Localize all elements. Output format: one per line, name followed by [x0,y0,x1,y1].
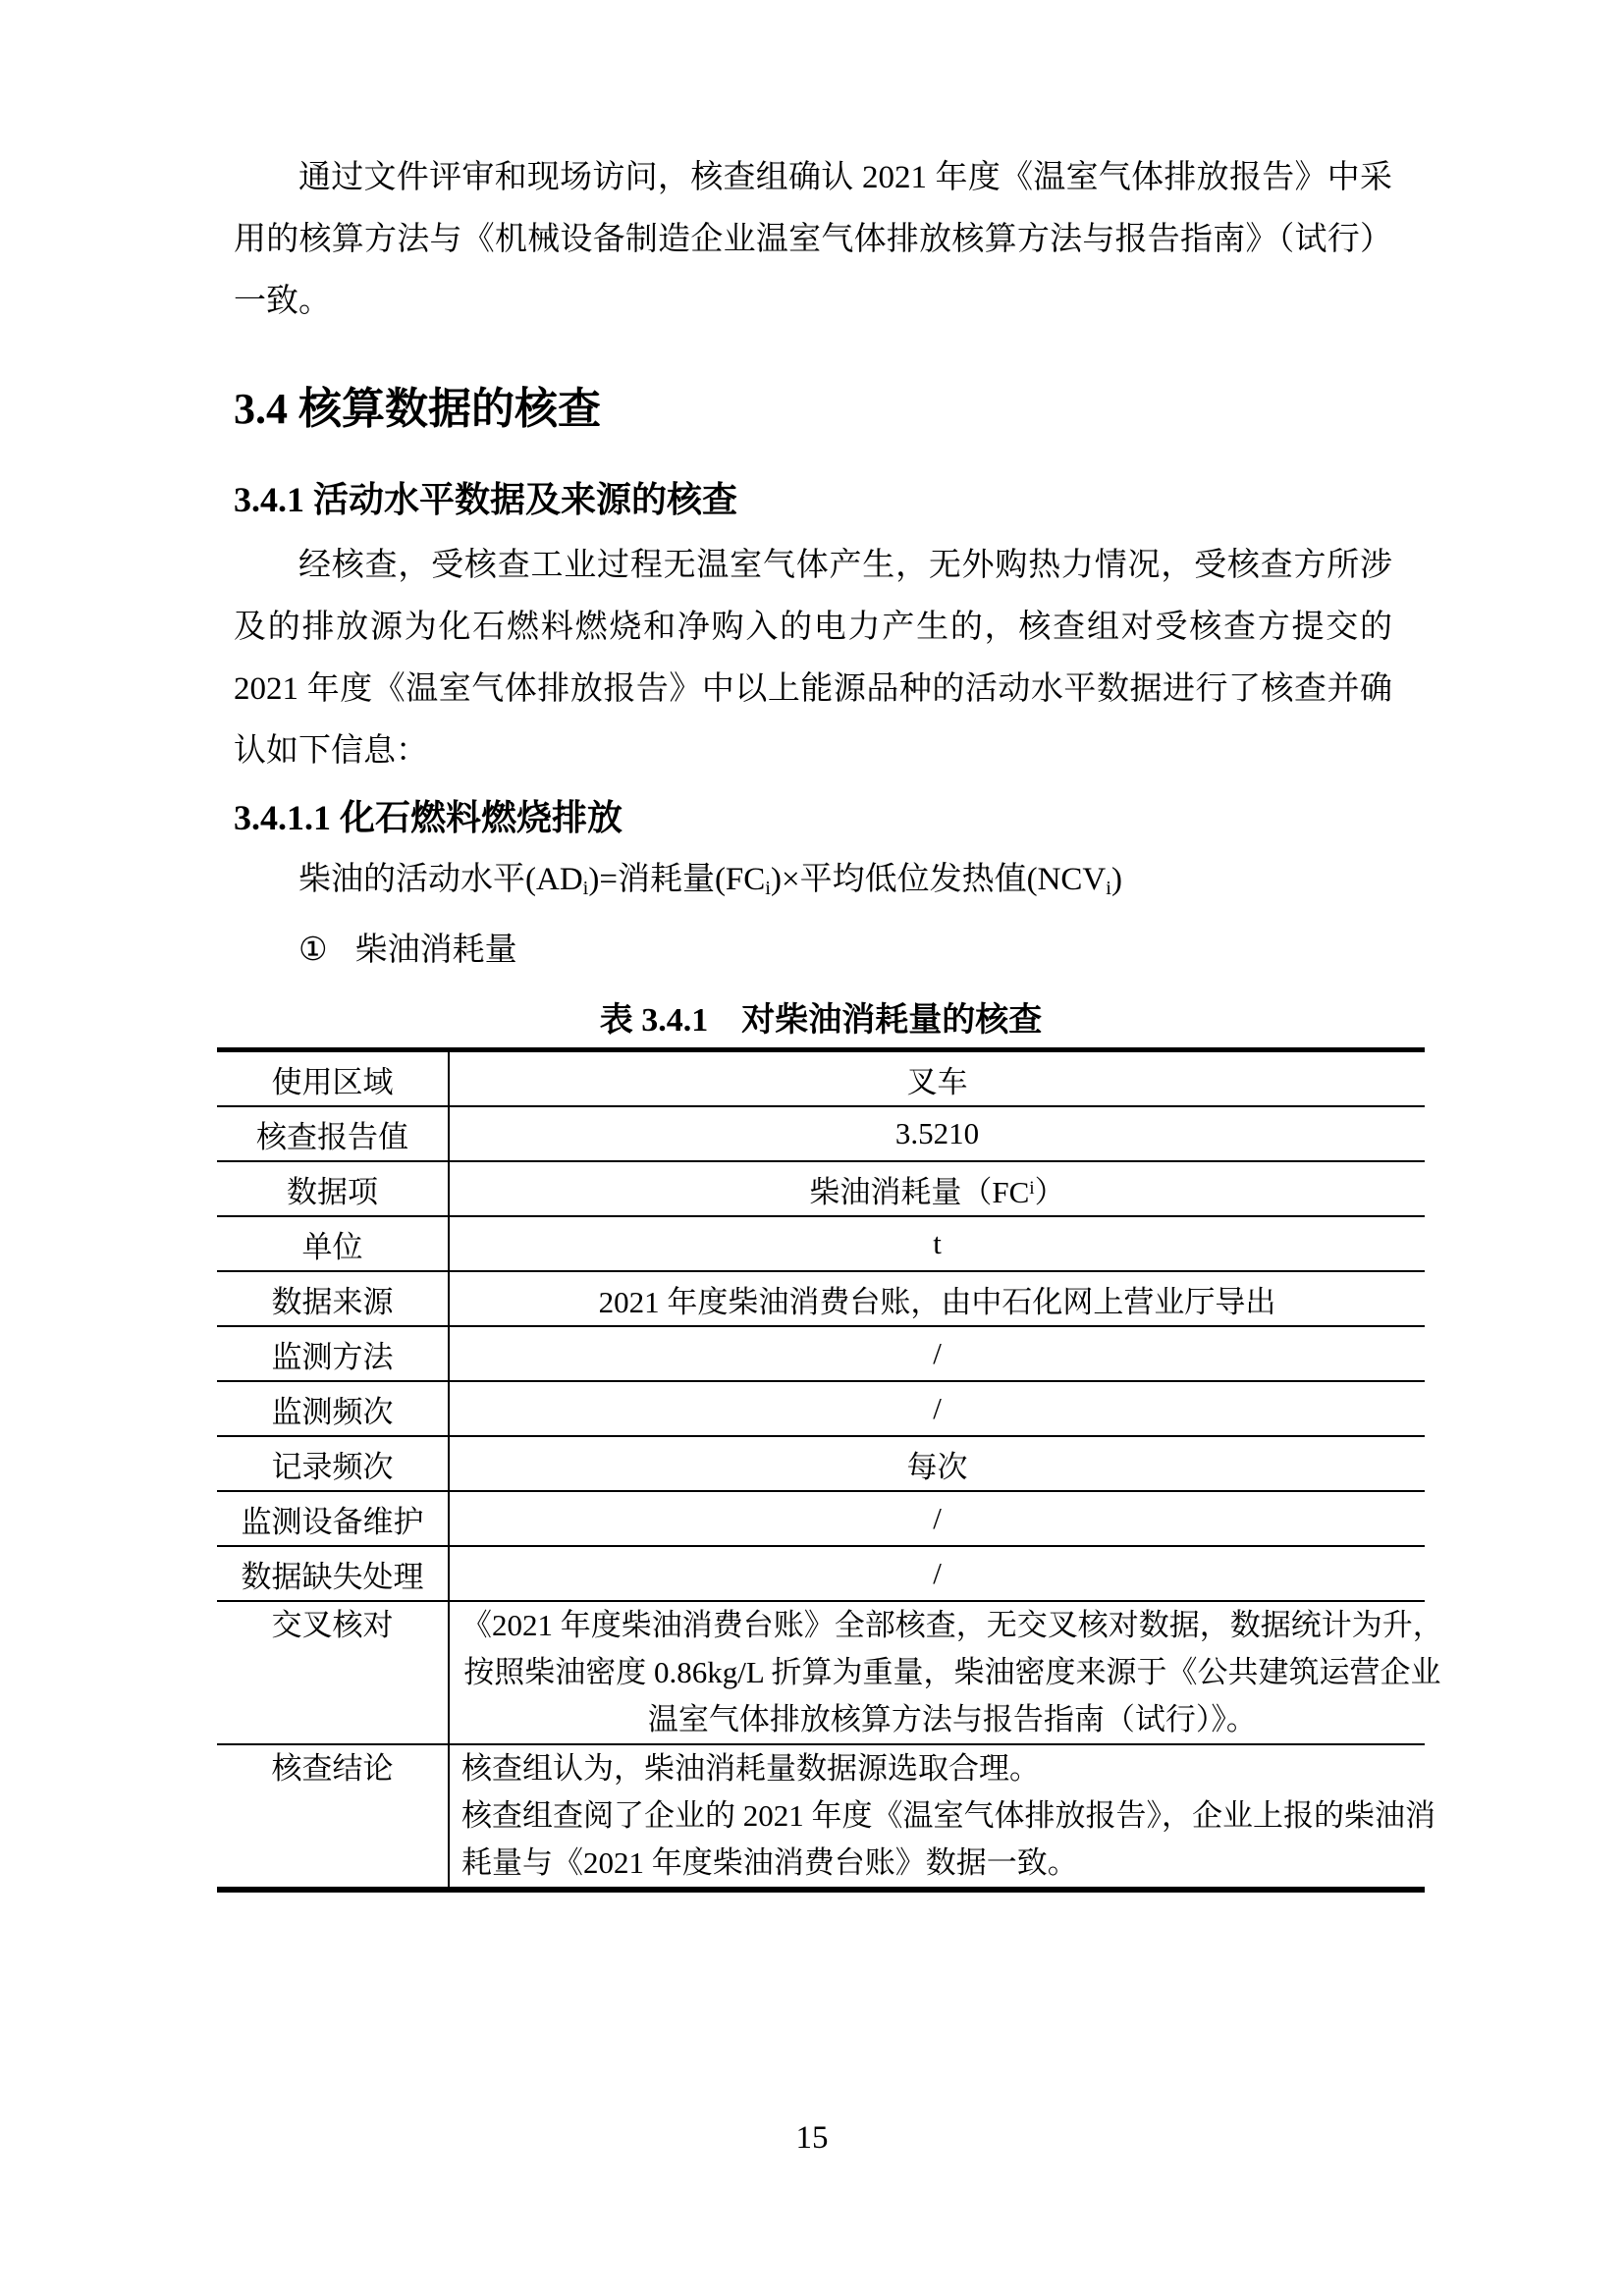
row-value: 3.5210 [894,1116,980,1151]
row-value [450,1602,1455,1743]
paragraph-line: 通过文件评审和现场访问，核查组确认 2021 年度《温室气体排放报告》中采 [298,160,1392,195]
row-label: 数据来源 [217,1272,450,1325]
row-value: / [933,1501,942,1536]
table-row-missing-data-handling [217,1547,1425,1602]
page-number: 15 [795,2120,829,2156]
formula-text: )=消耗量(FC [588,862,766,897]
value-line: 《2021 年度柴油消费台账》全部核查，无交叉核对数据，数据统计为升， [461,1608,1443,1643]
table-row-usage-area [217,1052,1425,1107]
table-row-data-source [217,1272,1425,1327]
row-value [450,1745,1447,1887]
row-label: 监测方法 [217,1327,450,1380]
table-row-data-item [217,1162,1425,1217]
row-label: 单位 [217,1217,450,1270]
row-value: t [933,1226,942,1261]
section-heading-3-4: 3.4 核算数据的核查 [234,385,601,433]
table-row-unit [217,1217,1425,1272]
section-heading-3-4-1: 3.4.1 活动水平数据及来源的核查 [234,480,738,519]
table-row-monitoring-method [217,1327,1425,1382]
paragraph-line: 用的核算方法与《机械设备制造企业温室气体排放核算方法与报告指南》（试行） [234,222,1392,257]
verification-table [217,1047,1443,1893]
value-line: 耗量与《2021 年度柴油消费台账》数据一致。 [461,1845,1078,1881]
row-value: / [933,1336,942,1371]
paragraph-activity-data [234,535,1392,782]
table-row-conclusion [217,1745,1435,1887]
table-row-equipment-maintenance [217,1492,1425,1547]
table-row-monitoring-frequency [217,1382,1425,1437]
paragraph-line: 一致。 [234,284,331,319]
formula-subscript: i [765,878,771,900]
section-heading-3-4-1-1: 3.4.1.1 化石燃料燃烧排放 [234,798,623,837]
table-caption: 表 3.4.1 对柴油消耗量的核查 [599,1002,1043,1040]
row-value: 叉车 [906,1064,968,1099]
paragraph-method-confirmation [234,147,1392,333]
value-line: 温室气体排放核算方法与报告指南（试行）》。 [647,1702,1257,1737]
value-text: 柴油消耗量（FC [809,1174,1030,1209]
row-label: 监测设备维护 [217,1492,450,1545]
value-text: ） [1034,1174,1065,1209]
row-value: / [933,1556,942,1591]
row-label: 使用区域 [217,1052,450,1105]
row-label: 交叉核对 [217,1602,450,1743]
row-value [450,1162,1425,1215]
paragraph-line: 及的排放源为化石燃料燃烧和净购入的电力产生的，核查组对受核查方提交的 [234,610,1392,645]
table-row-recording-frequency [217,1437,1425,1492]
row-value: 每次 [906,1449,968,1484]
list-item-text: 柴油消耗量 [354,933,517,969]
value-line: 核查组查阅了企业的 2021 年度《温室气体排放报告》，企业上报的柴油消 [461,1798,1435,1834]
table-row-reported-value [217,1107,1425,1162]
paragraph-line: 经核查，受核查工业过程无温室气体产生，无外购热力情况，受核查方所涉 [298,548,1392,583]
value-subscript: i [1029,1178,1035,1200]
row-label: 数据缺失处理 [217,1547,450,1600]
circled-number-icon: ① [298,933,328,969]
formula-text: )×平均低位发热值(NCV [770,862,1107,897]
row-label: 记录频次 [217,1437,450,1490]
value-line: 按照柴油密度 0.86kg/L 折算为重量，柴油密度来源于《公共建筑运营企业 [463,1655,1441,1690]
row-label: 核查结论 [217,1745,450,1887]
row-value: / [933,1391,942,1426]
formula-text: 柴油的活动水平(AD [298,862,583,897]
paragraph-line: 2021 年度《温室气体排放报告》中以上能源品种的活动水平数据进行了核查并确 [234,671,1392,707]
formula-subscript: i [1106,878,1111,900]
row-label: 监测频次 [217,1382,450,1435]
paragraph-line: 认如下信息： [234,733,428,769]
activity-level-formula [234,849,1392,920]
row-label: 核查报告值 [217,1107,450,1160]
row-value: 2021 年度柴油消费台账，由中石化网上营业厅导出 [598,1284,1276,1319]
formula-text: ) [1110,862,1122,897]
table-row-cross-check [217,1602,1443,1745]
formula-subscript: i [582,878,589,900]
value-line: 核查组认为，柴油消耗量数据源选取合理。 [461,1751,1040,1787]
list-item-diesel-consumption [234,920,1392,982]
row-label: 数据项 [217,1162,450,1215]
